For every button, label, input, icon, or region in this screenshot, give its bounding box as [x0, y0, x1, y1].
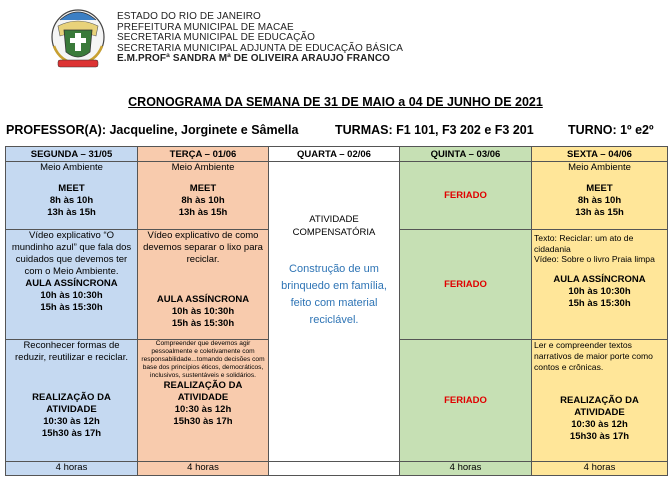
wednesday-hours [269, 462, 400, 476]
professor-info: PROFESSOR(A): Jacqueline, Jorginete e Sâmella [6, 123, 299, 137]
activity-text-2: Vídeo: Sobre o livro Praia limpa [534, 254, 655, 264]
session-label: REALIZAÇÃO DA ATIVIDADE [163, 380, 243, 403]
time-slot: 13h às 15h [575, 207, 624, 218]
session-label: MEET [58, 183, 85, 194]
time-slot: 15h30 às 17h [569, 431, 630, 442]
friday-async-cell [532, 230, 668, 340]
friday-activity-cell [532, 340, 668, 462]
secretariat-line: SECRETARIA MUNICIPAL DE EDUCAÇÃO [117, 32, 316, 44]
adjunct-secretariat-line: SECRETARIA MUNICIPAL ADJUNTA DE EDUCAÇÃO BÁSICA [117, 42, 404, 54]
time-slot: 10h às 10:30h [40, 290, 103, 301]
wednesday-description: Construção de um brinquedo em família, feito com material reciclável. [281, 262, 387, 326]
activity-text: Vídeo explicativo de como devemos separar o lixo para reciclar. [143, 230, 263, 265]
thursday-hours: 4 horas [400, 462, 532, 476]
session-label: AULA ASSÍNCRONA [156, 294, 250, 305]
time-slot: 10:30 às 12h [43, 416, 100, 427]
thursday-activity-cell [400, 340, 532, 462]
tuesday-meet-cell [138, 162, 269, 230]
session-label: AULA ASSÍNCRONA [25, 278, 118, 289]
time-slot: 8h às 10h [181, 195, 225, 206]
thursday-meet-cell [400, 162, 532, 230]
turmas-info: TURMAS: F1 101, F3 202 e F3 201 [335, 123, 534, 137]
day-header-monday: SEGUNDA – 31/05 [6, 147, 138, 162]
time-slot: 13h às 15h [178, 207, 228, 218]
time-slot: 15h às 15:30h [568, 297, 631, 309]
holiday-label: FERIADO [444, 190, 487, 201]
monday-async-cell [6, 230, 138, 340]
document-title: CRONOGRAMA DA SEMANA DE 31 DE MAIO a 04 DE JUNHO DE 2021 [128, 95, 543, 109]
friday-meet-cell [532, 162, 668, 230]
session-label: AULA ASSÍNCRONA [553, 273, 646, 285]
monday-hours: 4 horas [6, 462, 138, 476]
wednesday-activity: ATIVIDADE COMPENSATÓRIA [292, 213, 376, 238]
activity-text: Compreender que devemos agir pessoalmente e coletivamente com responsabilidade...tomando decisões com base dos princípios éticos, democráticos, inclusivos, sustentáveis e solidários. [141, 340, 265, 379]
activity-text: Ler e compreender textos narrativos de maior porte como contos e crônicas. [534, 340, 653, 372]
tuesday-hours: 4 horas [138, 462, 269, 476]
time-slot: 15h às 15:30h [40, 302, 103, 313]
municipal-seal-icon [50, 6, 106, 72]
day-header-thursday: QUINTA – 03/06 [400, 147, 532, 162]
hours-row [6, 462, 668, 476]
time-slot: 8h às 10h [49, 195, 94, 206]
activity-text-1: Texto: Reciclar: um ato de cidadania [534, 233, 634, 254]
prefecture-line: PREFEITURA MUNICIPAL DE MACAE [117, 21, 294, 33]
letterhead-header [0, 0, 671, 80]
day-header-tuesday: TERÇA – 01/06 [138, 147, 269, 162]
time-slot: 15h30 às 17h [41, 428, 102, 439]
state-line: ESTADO DO RIO DE JANEIRO [117, 11, 261, 22]
time-slot: 15h às 15:30h [171, 318, 235, 329]
time-slot: 10:30 às 12h [571, 419, 628, 430]
letterhead-text [117, 12, 403, 65]
time-slot: 13h às 15h [47, 207, 96, 218]
subject: Meio Ambiente [40, 162, 103, 173]
thursday-async-cell [400, 230, 532, 340]
holiday-label: FERIADO [444, 395, 487, 406]
tuesday-async-cell [138, 230, 269, 340]
school-name: E.M.PROFª SANDRA Mª DE OLIVEIRA ARAUJO FRANCO [117, 53, 391, 65]
activity-text: Reconhecer formas de reduzir, reutilizar e reciclar. [15, 340, 128, 363]
time-slot: 10h às 10:30h [171, 306, 235, 317]
turno-info: TURNO: 1º e2º [568, 123, 654, 137]
monday-meet-cell [6, 162, 138, 230]
monday-activity-cell [6, 340, 138, 462]
session-label: MEET [189, 183, 217, 194]
session-label: REALIZAÇÃO DA ATIVIDADE [32, 392, 111, 415]
header-row [6, 147, 668, 162]
friday-hours: 4 horas [532, 462, 668, 476]
session-label: MEET [586, 183, 613, 194]
day-header-friday: SEXTA – 04/06 [532, 147, 668, 162]
tuesday-activity-cell [138, 340, 269, 462]
time-slot: 15h30 às 17h [173, 416, 233, 427]
subject: Meio Ambiente [568, 162, 631, 173]
activity-text: Vídeo explicativo “O mundinho azul” que fala dos cuidados que devemos ter com o Meio Ambiente. [11, 230, 132, 277]
wednesday-cell [269, 162, 400, 462]
time-slot: 10h às 10:30h [568, 285, 631, 297]
session-label: REALIZAÇÃO DA ATIVIDADE [560, 395, 639, 418]
schedule-row-meet [6, 162, 668, 230]
time-slot: 10:30 às 12h [174, 404, 232, 415]
subject: Meio Ambiente [171, 162, 235, 173]
day-header-wednesday: QUARTA – 02/06 [269, 147, 400, 162]
holiday-label: FERIADO [444, 279, 487, 290]
schedule-table [5, 146, 668, 476]
time-slot: 8h às 10h [577, 195, 622, 206]
